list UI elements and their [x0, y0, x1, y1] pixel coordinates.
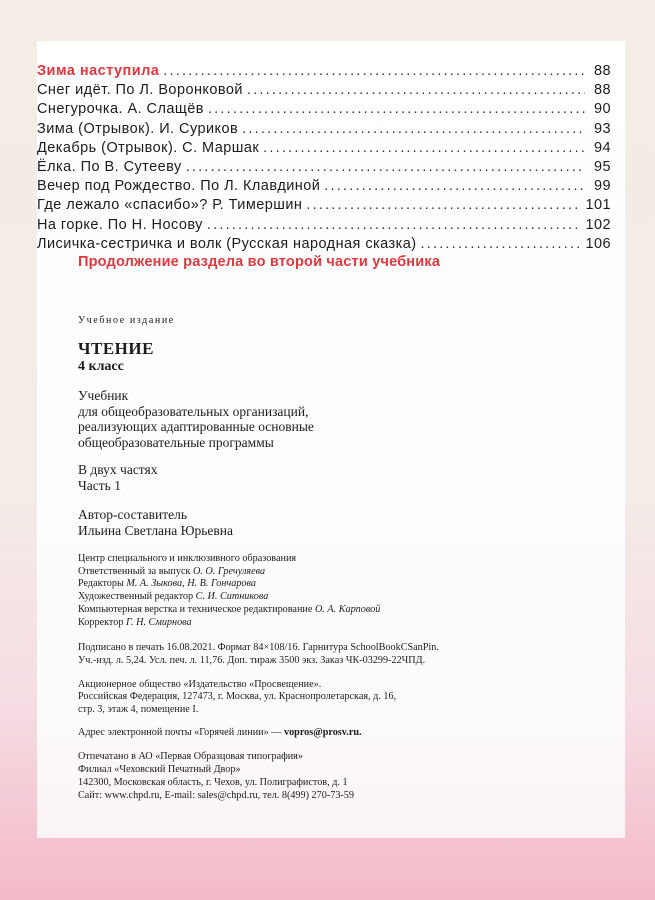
- publisher-line: стр. 3, этаж 4, помещение I.: [78, 704, 199, 716]
- book-grade: 4 класс: [78, 359, 124, 374]
- toc-leader-dots: [263, 140, 585, 156]
- hotline-info: [78, 727, 618, 740]
- toc-section-title: Зима наступила: [37, 63, 160, 79]
- credit-responsible: [78, 566, 618, 579]
- toc-leader-dots: [324, 178, 585, 194]
- toc-entry-title: Вечер под Рождество. По Л. Клавдиной: [37, 178, 321, 195]
- hotline-label: Адрес электронной почты «Горячей линии» —: [78, 726, 282, 738]
- credit-proofreader: [78, 617, 618, 630]
- print-info: [78, 642, 618, 667]
- toc-page-number: 88: [593, 63, 611, 79]
- toc-page-number: 106: [585, 235, 611, 252]
- toc-page-number: 101: [585, 197, 611, 214]
- toc-entry[interactable]: [37, 82, 611, 101]
- description-line: реализующих адаптированные основные: [78, 419, 314, 434]
- toc-leader-dots: [208, 101, 585, 117]
- author-role: Автор-составитель: [78, 507, 188, 522]
- toc-leader-dots: [242, 121, 585, 137]
- toc-leader-dots: [306, 197, 581, 213]
- toc-continuation-note: Продолжение раздела во второй части учебника: [78, 254, 441, 270]
- credit-layout: [78, 604, 618, 617]
- credit-person: О. О. Гречуляева: [192, 565, 266, 577]
- toc-section-heading[interactable]: [37, 63, 611, 82]
- credit-label: Корректор: [78, 616, 124, 628]
- credit-person: М. А. Зыкова, Н. В. Гончарова: [126, 578, 256, 590]
- toc-entry[interactable]: [37, 236, 611, 255]
- toc-leader-dots: [247, 82, 585, 98]
- credit-label: Редакторы: [78, 578, 124, 590]
- description-line: для общеобразовательных организаций,: [78, 403, 309, 419]
- book-parts: [78, 462, 618, 493]
- printer-line: Филиал «Чеховский Печатный Двор»: [78, 764, 241, 776]
- toc-page-number: 94: [593, 139, 611, 156]
- printer-line: 142300, Московская область, г. Чехов, ул. Полиграфистов, д. 1: [78, 776, 348, 788]
- toc-leader-dots: [207, 217, 582, 233]
- credit-label: Художественный редактор: [78, 591, 194, 603]
- toc-page-number: 95: [593, 158, 611, 175]
- toc-leader-dots: [163, 63, 585, 79]
- parts-count: В двух частях: [78, 462, 158, 477]
- printer-line: Отпечатано в АО «Первая Образцовая типография»: [78, 751, 303, 763]
- toc-page-number: 88: [593, 82, 611, 99]
- toc-entry-title: Где лежало «спасибо»? Р. Тимершин: [37, 197, 303, 214]
- book-title: ЧТЕНИЕ: [78, 339, 154, 358]
- toc-entry[interactable]: [37, 121, 611, 140]
- table-of-contents: [37, 63, 611, 255]
- toc-leader-dots: [186, 159, 585, 175]
- book-description: [78, 388, 618, 450]
- publisher-info: [78, 679, 618, 717]
- toc-leader-dots: [421, 236, 582, 252]
- edition-type: Учебное издание: [78, 315, 175, 326]
- toc-entry-title: Ёлка. По В. Сутееву: [37, 158, 182, 175]
- credit-label: Компьютерная верстка и техническое редактирование: [78, 603, 313, 615]
- description-line: общеобразовательные программы: [78, 434, 274, 450]
- print-info-line: Подписано в печать 16.08.2021. Формат 84×108/16. Гарнитура SchoolBookCSanPin.: [78, 642, 439, 654]
- toc-entry[interactable]: [37, 178, 611, 197]
- credit-art-editor: [78, 591, 618, 604]
- toc-entry[interactable]: [37, 159, 611, 178]
- printer-info: [78, 751, 618, 802]
- toc-entry-title: Лисичка-сестричка и волк (Русская народная сказка): [37, 235, 417, 252]
- toc-page-number: 102: [585, 216, 611, 233]
- hotline-email[interactable]: vopros@prosv.ru.: [283, 726, 362, 738]
- credit-person: О. А. Карповой: [314, 603, 381, 615]
- publisher-line: Акционерное общество «Издательство «Просвещение».: [78, 678, 322, 690]
- toc-page-number: 93: [593, 120, 611, 137]
- description-line: Учебник: [78, 388, 129, 403]
- toc-page-number: 90: [593, 101, 611, 118]
- printer-line: Сайт: www.chpd.ru, E-mail: sales@chpd.ru, тел. 8(499) 270-73-59: [78, 789, 354, 801]
- toc-entry-title: Декабрь (Отрывок). С. Маршак: [37, 139, 260, 156]
- credit-person: С. И. Ситникова: [195, 591, 269, 603]
- toc-entry[interactable]: [37, 217, 611, 236]
- toc-entry-title: На горке. По Н. Носову: [37, 216, 203, 233]
- toc-page-number: 99: [593, 178, 611, 195]
- toc-entry-title: Снегурочка. А. Слащёв: [37, 101, 204, 118]
- credits-block: [78, 553, 618, 629]
- toc-entry-title: Снег идёт. По Л. Воронковой: [37, 82, 243, 99]
- print-info-line: Уч.-изд. л. 5,24. Усл. печ. л. 11,76. Доп. тираж 3500 экз. Заказ ЧК-03299-22ЧПД.: [78, 654, 426, 666]
- part-number: Часть 1: [78, 477, 121, 493]
- credit-editors: [78, 578, 618, 591]
- author-block: [78, 507, 618, 539]
- imprint-block: [78, 315, 618, 802]
- center-name: Центр специального и инклюзивного образования: [78, 553, 297, 564]
- toc-entry[interactable]: [37, 140, 611, 159]
- toc-entry[interactable]: [37, 197, 611, 216]
- credit-person: Г. Н. Смирнова: [125, 616, 192, 628]
- toc-entry[interactable]: [37, 101, 611, 120]
- author-name: Ильина Светлана Юрьевна: [78, 523, 233, 538]
- toc-entry-title: Зима (Отрывок). И. Суриков: [37, 120, 239, 137]
- credit-label: Ответственный за выпуск: [78, 565, 191, 577]
- publisher-line: Российская Федерация, 127473, г. Москва, ул. Краснопролетарская, д. 16,: [78, 691, 397, 703]
